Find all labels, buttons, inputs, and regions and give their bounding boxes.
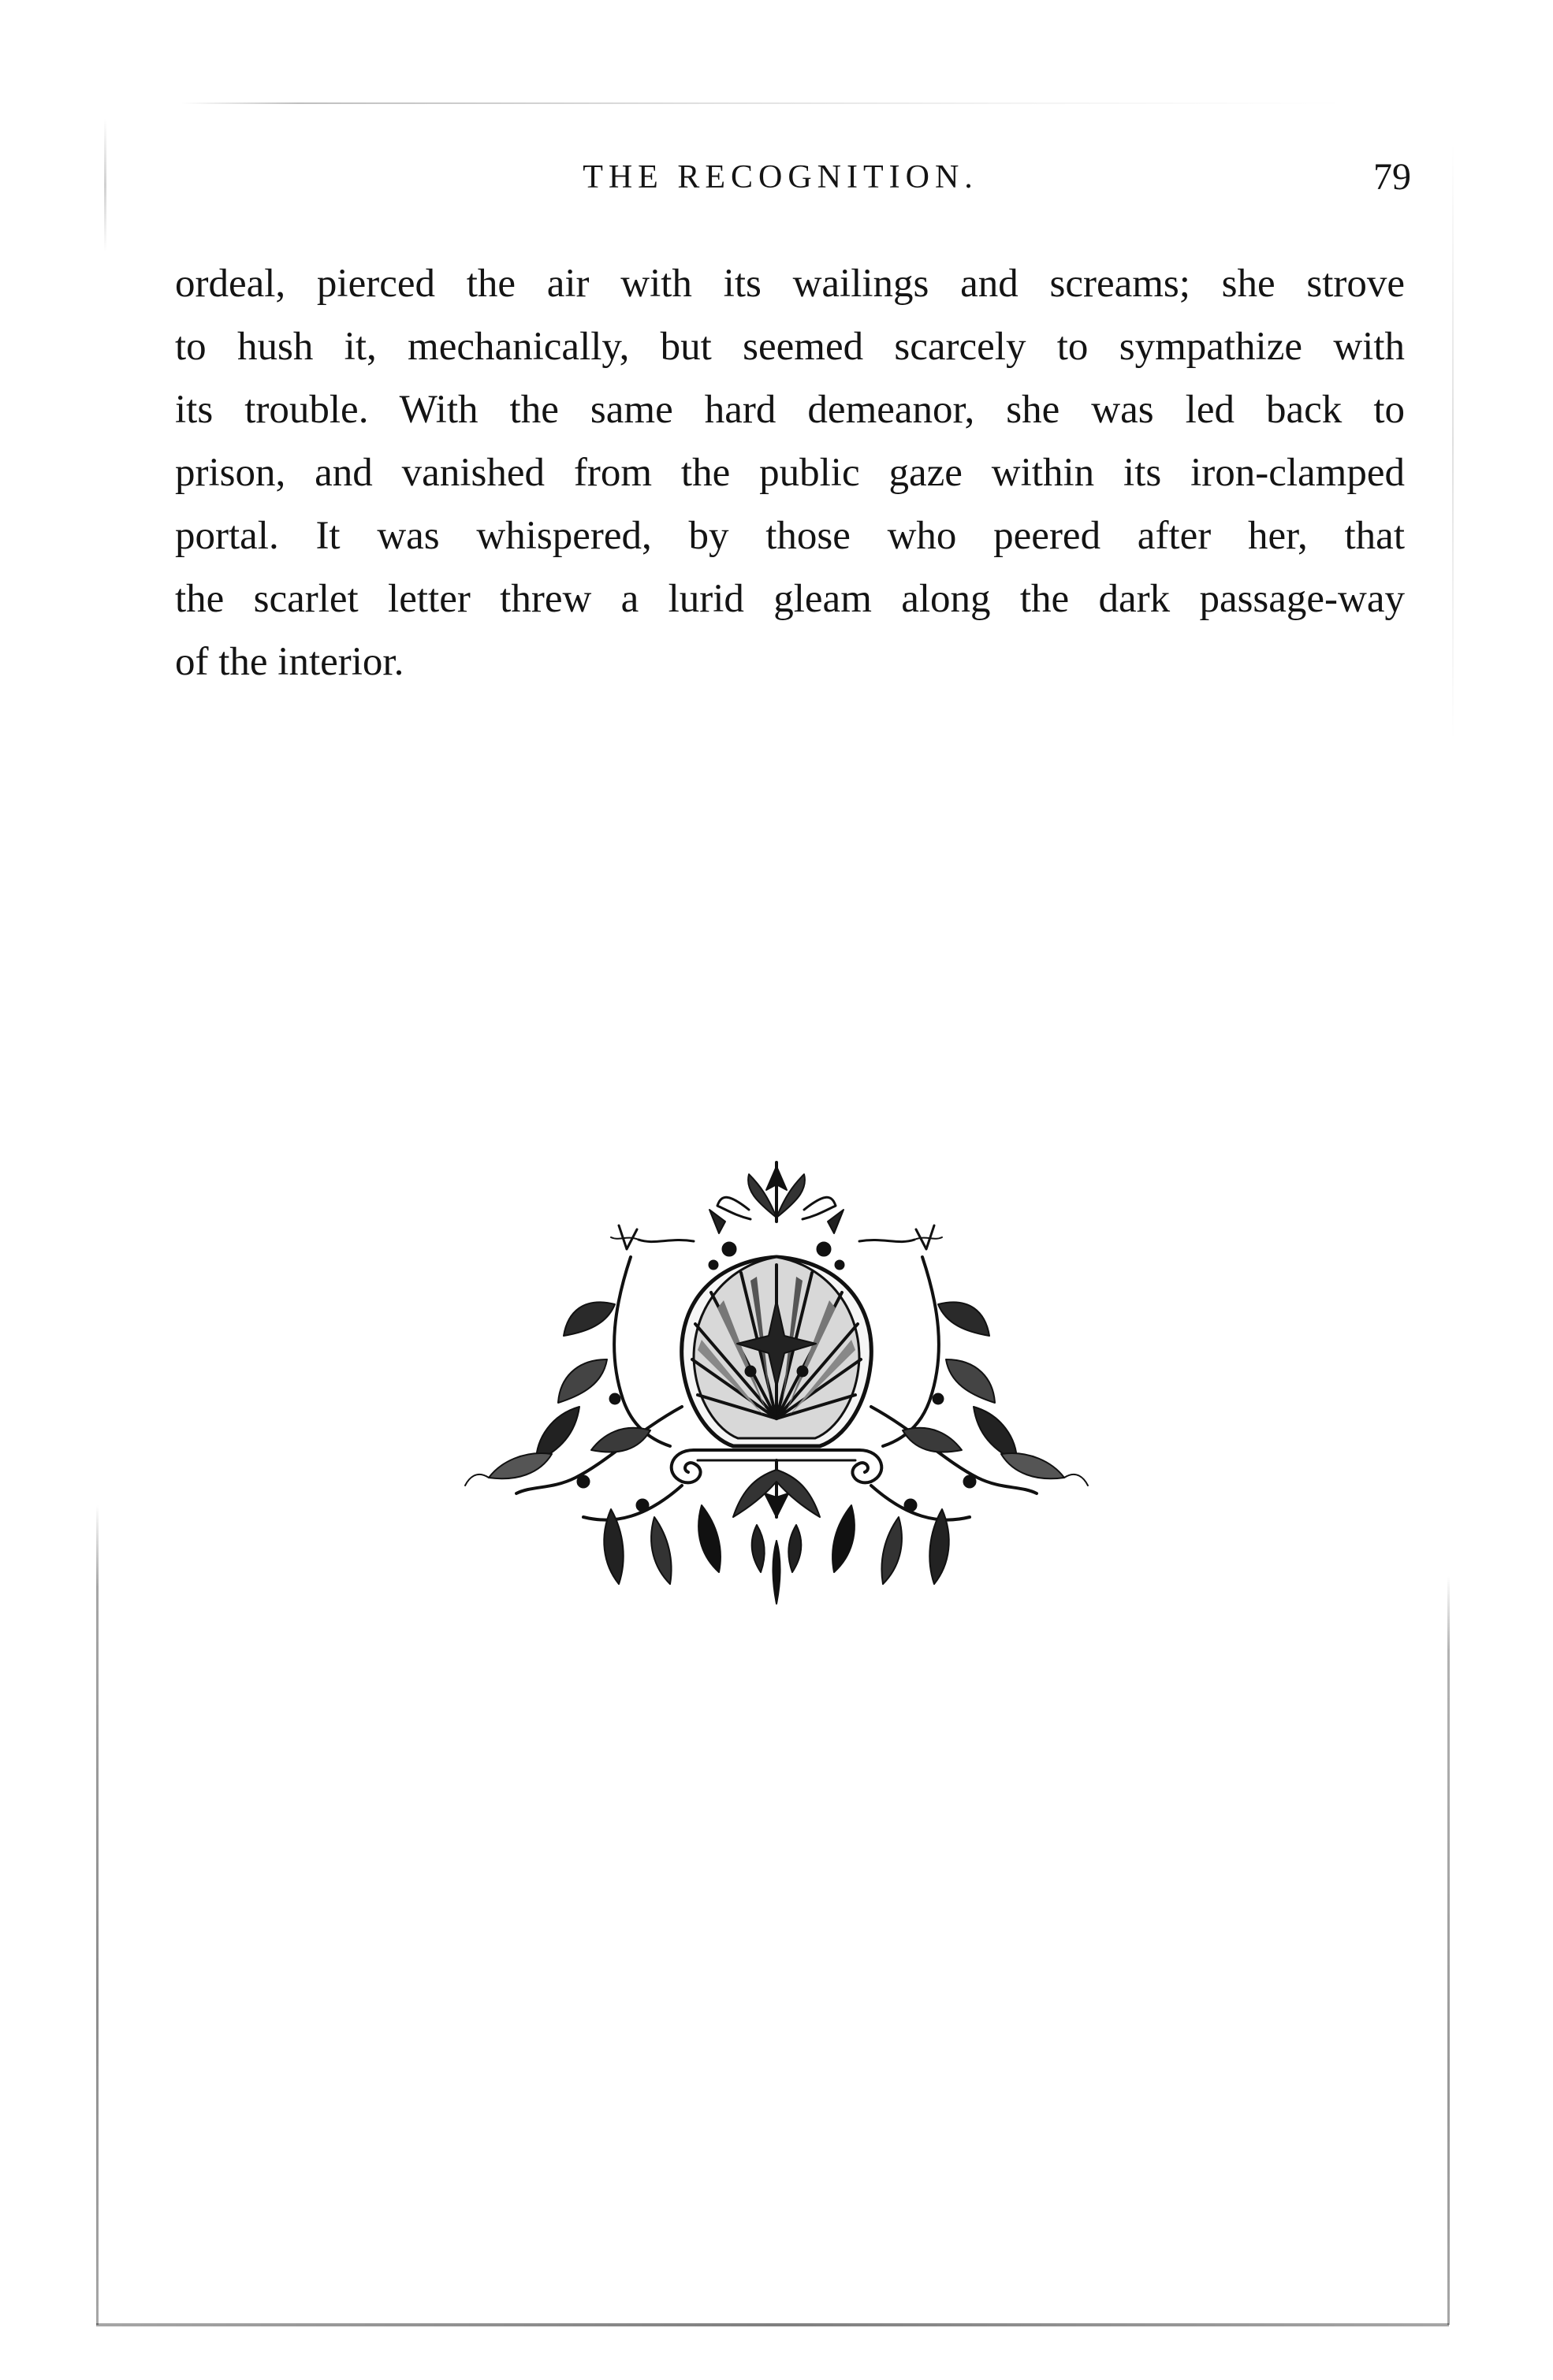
scan-edge-left bbox=[96, 1505, 99, 2325]
scan-edge-bottom bbox=[96, 2323, 1449, 2326]
running-title: THE RECOGNITION. bbox=[583, 159, 978, 195]
scan-edge-top bbox=[181, 102, 1348, 104]
text-line: ordeal, pierced the air with its wailings and screams; she strove bbox=[175, 262, 1405, 306]
body-text bbox=[175, 252, 1405, 694]
text-line: its trouble. With the same hard demeanor, she was led back to bbox=[175, 388, 1405, 432]
text-line: portal. It was whispered, by those who peered after her, that bbox=[175, 514, 1405, 558]
running-head bbox=[0, 154, 1553, 201]
text-line: prison, and vanished from the public gaze within its iron-clamped bbox=[175, 451, 1405, 495]
scan-edge-right bbox=[1447, 1576, 1450, 2325]
text-line: to hush it, mechanically, but seemed scarcely to sympathize with bbox=[175, 325, 1405, 369]
page-number: 79 bbox=[1373, 156, 1411, 198]
scan-edge-right-upper bbox=[1452, 142, 1454, 741]
shell-foliage-tailpiece-icon bbox=[457, 1147, 1096, 1620]
text-line: the scarlet letter threw a lurid gleam along the dark passage-way bbox=[175, 577, 1405, 621]
text-line: of the interior. bbox=[175, 640, 404, 684]
